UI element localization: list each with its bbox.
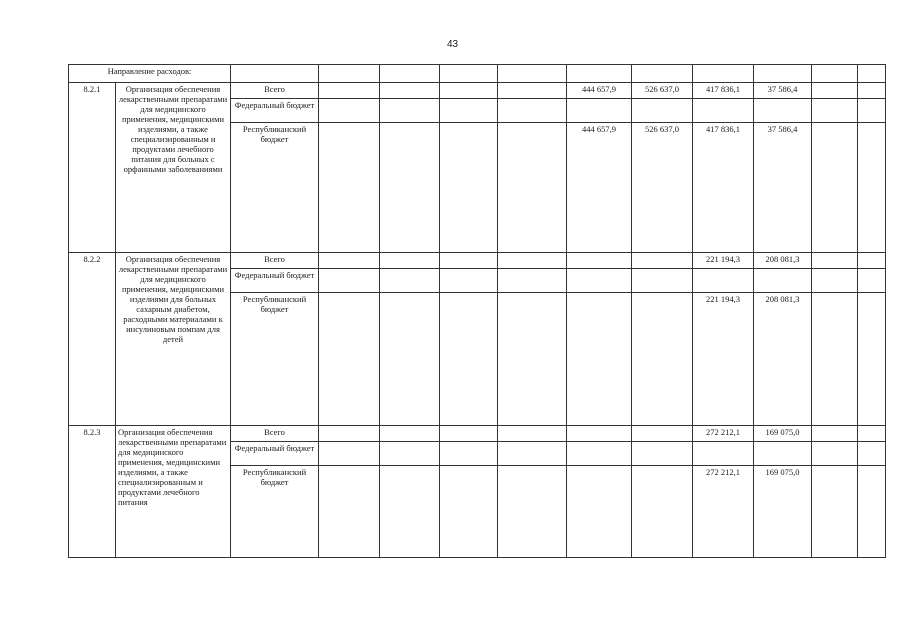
- value-cell: [754, 269, 812, 293]
- value-cell: [319, 269, 380, 293]
- value-cell: 221 194,3: [693, 253, 754, 269]
- value-cell: [380, 99, 440, 123]
- value-cell: [812, 442, 858, 466]
- value-cell: [380, 442, 440, 466]
- value-cell: [498, 426, 567, 442]
- value-cell: [498, 269, 567, 293]
- value-cell: [858, 253, 886, 269]
- funding-source: Республиканский бюджет: [231, 123, 319, 253]
- table-row: [69, 253, 886, 269]
- value-cell: [319, 99, 380, 123]
- table-body: [69, 65, 886, 558]
- empty-cell: [440, 65, 498, 83]
- value-cell: [498, 466, 567, 558]
- value-cell: 208 081,3: [754, 293, 812, 426]
- value-cell: [498, 123, 567, 253]
- value-cell: [812, 83, 858, 99]
- value-cell: [380, 269, 440, 293]
- value-cell: [380, 253, 440, 269]
- value-cell: [380, 83, 440, 99]
- funding-source: Республиканский бюджет: [231, 466, 319, 558]
- value-cell: [567, 253, 632, 269]
- direction-row: [69, 65, 886, 83]
- funding-source: Всего: [231, 426, 319, 442]
- value-cell: [858, 426, 886, 442]
- funding-source: Всего: [231, 253, 319, 269]
- value-cell: [319, 293, 380, 426]
- empty-cell: [498, 65, 567, 83]
- value-cell: [319, 253, 380, 269]
- value-cell: [632, 293, 693, 426]
- value-cell: [632, 269, 693, 293]
- value-cell: [498, 293, 567, 426]
- value-cell: [380, 466, 440, 558]
- value-cell: [812, 123, 858, 253]
- value-cell: 272 212,1: [693, 466, 754, 558]
- value-cell: [812, 293, 858, 426]
- value-cell: 417 836,1: [693, 83, 754, 99]
- value-cell: [319, 123, 380, 253]
- value-cell: [440, 293, 498, 426]
- value-cell: [440, 442, 498, 466]
- value-cell: [693, 99, 754, 123]
- value-cell: [632, 253, 693, 269]
- value-cell: 444 657,9: [567, 83, 632, 99]
- value-cell: [440, 123, 498, 253]
- value-cell: 417 836,1: [693, 123, 754, 253]
- funding-source: Республиканский бюджет: [231, 293, 319, 426]
- value-cell: [319, 442, 380, 466]
- funding-source: Федеральный бюджет: [231, 99, 319, 123]
- value-cell: [812, 466, 858, 558]
- row-name: Организация обеспечения лекарственными препаратами для медицинского применения, медицинскими изделиями для больных сахарным диабетом, расходными материалами к инсулиновым помпам для детей: [116, 253, 231, 426]
- empty-cell: [858, 65, 886, 83]
- value-cell: [567, 442, 632, 466]
- value-cell: 526 637,0: [632, 123, 693, 253]
- empty-cell: [380, 65, 440, 83]
- value-cell: 272 212,1: [693, 426, 754, 442]
- value-cell: [498, 442, 567, 466]
- value-cell: [567, 466, 632, 558]
- table-row: [69, 83, 886, 99]
- funding-source: Федеральный бюджет: [231, 269, 319, 293]
- value-cell: [380, 293, 440, 426]
- row-name: Организация обеспечения лекарственными препаратами для медицинского применения, медицинскими изделиями, а также специализированным и продуктами лечебного питания для больных с орфанными заболеваниями: [116, 83, 231, 253]
- value-cell: [754, 442, 812, 466]
- page-number: 43: [446, 39, 459, 50]
- value-cell: [380, 123, 440, 253]
- value-cell: 526 637,0: [632, 83, 693, 99]
- value-cell: 169 075,0: [754, 466, 812, 558]
- value-cell: [812, 269, 858, 293]
- value-cell: [440, 83, 498, 99]
- empty-cell: [693, 65, 754, 83]
- value-cell: [567, 426, 632, 442]
- value-cell: [812, 99, 858, 123]
- value-cell: [498, 83, 567, 99]
- value-cell: 444 657,9: [567, 123, 632, 253]
- value-cell: [440, 99, 498, 123]
- empty-cell: [632, 65, 693, 83]
- value-cell: [693, 442, 754, 466]
- value-cell: [858, 269, 886, 293]
- value-cell: [319, 426, 380, 442]
- empty-cell: [231, 65, 319, 83]
- value-cell: [858, 466, 886, 558]
- table-row: [69, 426, 886, 442]
- value-cell: [632, 442, 693, 466]
- value-cell: [754, 99, 812, 123]
- value-cell: 37 586,4: [754, 83, 812, 99]
- value-cell: [440, 426, 498, 442]
- empty-cell: [754, 65, 812, 83]
- value-cell: [567, 269, 632, 293]
- value-cell: [812, 426, 858, 442]
- direction-label: Направление расходов:: [69, 65, 231, 83]
- empty-cell: [812, 65, 858, 83]
- value-cell: [567, 99, 632, 123]
- value-cell: [812, 253, 858, 269]
- value-cell: [632, 426, 693, 442]
- value-cell: [440, 269, 498, 293]
- value-cell: [858, 83, 886, 99]
- value-cell: 169 075,0: [754, 426, 812, 442]
- value-cell: [319, 466, 380, 558]
- value-cell: 221 194,3: [693, 293, 754, 426]
- budget-table: [68, 64, 886, 558]
- value-cell: [858, 293, 886, 426]
- value-cell: 37 586,4: [754, 123, 812, 253]
- value-cell: [858, 123, 886, 253]
- value-cell: [440, 253, 498, 269]
- funding-source: Федеральный бюджет: [231, 442, 319, 466]
- value-cell: [319, 83, 380, 99]
- row-name: Организация обеспечения лекарственными препаратами для медицинского применения, медицинскими изделиями, а также специализированным и продуктами лечебного питания: [116, 426, 231, 558]
- value-cell: [498, 253, 567, 269]
- value-cell: [440, 466, 498, 558]
- row-code: 8.2.2: [69, 253, 116, 426]
- row-code: 8.2.1: [69, 83, 116, 253]
- value-cell: [632, 466, 693, 558]
- value-cell: [858, 99, 886, 123]
- value-cell: 208 081,3: [754, 253, 812, 269]
- empty-cell: [319, 65, 380, 83]
- value-cell: [567, 293, 632, 426]
- value-cell: [858, 442, 886, 466]
- value-cell: [498, 99, 567, 123]
- value-cell: [693, 269, 754, 293]
- funding-source: Всего: [231, 83, 319, 99]
- row-code: 8.2.3: [69, 426, 116, 558]
- value-cell: [380, 426, 440, 442]
- empty-cell: [567, 65, 632, 83]
- value-cell: [632, 99, 693, 123]
